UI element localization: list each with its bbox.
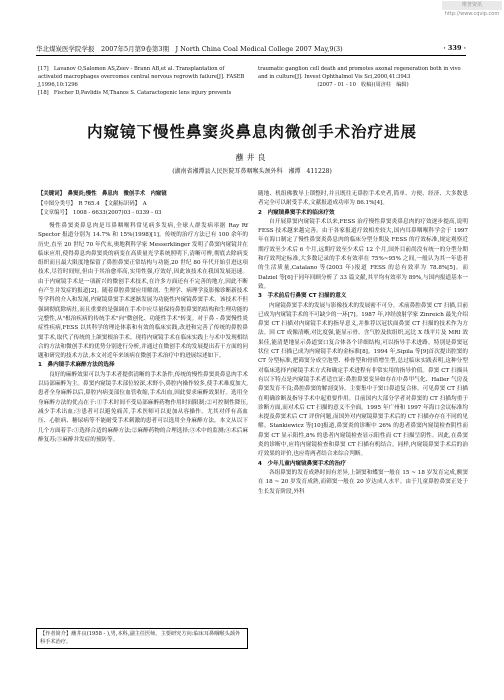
references-left (38, 66, 248, 99)
reference-item: [18] Fischer D,Pavlidis M,Thanos S. Cataractogenic lens injury prevents (38, 90, 232, 97)
received-note: (2007 - 01 - 10 收稿)(周济柱 编辑) (317, 81, 409, 88)
paragraph: 慢性鼻窦炎鼻息肉是耳鼻咽喉科常见病多发病,全球人群发病率据 Ray Rf Spector 报道分别为 14.7% 和 15%(1998)[1]。传统的治疗方法已有 100 余年的历史,直至 20 世纪 70 年代末,奥地利科学家 Messerklinger 发明了鼻窦内窥镜并在临床应用,使得鼻息肉鼻窦炎的病变在高质量光学系统照明下,清晰可辨,彻底去除病变组织而且最大限度地保留了鼻腔鼻窦正常结构与功能,20 世纪 80 年代开始引进这项技术,尽管时间短,但由于其治愈率高,实用性强,疗效好,因此该技术在我国发展迅速。由于内窥镜手术是一项新兴的微创手术技术,在许多方面还有不完善的地方,因此不断有产生并发症的报道[2]。随着鼻腔鼻窦应用解剖、生理学、病理学及影像诊断新技术等学科的介入和发展,内窥镜鼻窦手术逐渐发展为功能性内窥镜鼻窦手术。该技术不但强调彻底除病灶,而且重要的是强调在手术中应尽量保持鼻腔鼻窦的结构和生理功能的完整性,从"根治疾病的传统手术"向"微创化、功能性手术"转变。对于鼻 - 鼻窦慢性炎症性疾病,FESS 以其科学的理论体系和有效的临床实践,改进和完善了传统的鼻腔鼻窦手术,取代了传统的上颌窦根治手术。现将内窥镜手术在临床实践上与术中发现相结合的方法和微创手术的优势分别进行分析,并通过在微创手术的发展提出若干方面的问题和研究的技术方法,本文对近年来该病在微创手术治疗中的进展综述如下。 (38, 223, 248, 360)
paragraph: 良好的麻醉效果可以为手术者提供清晰的手术条件,传统的慢性鼻窦炎鼻息肉手术以局部麻醉为主。鼻窦内窥镜手术部位较深,术野小,鼻腔内操作较多,使手术难度加大,患者全身麻醉以后,鼻腔内病变部位血管收缩,手术出血,因此要求麻醉效果好。选用全身麻醉方法的优点在于:①手术时间不受局部麻醉药物作用时间限制;②可控制性降压,减少手术出血;③患者可以避免痛苦,手术医师可以更加从容操作。尤其对伴有高血压、心脏病、糖尿病等不能耐受手术刺激的患者可以选用全身麻醉方法。本文从以下几个方面着手:①选择合适的麻醉方法;②麻醉药物的合理选择;③术中的监测;④术后麻醉复苏;⑤麻醉并发症的预防等。 (38, 371, 248, 443)
keywords: 【关键词】 鼻窦炎;慢性 鼻息肉 微创手术 内窥镜 (38, 191, 167, 197)
left-column (38, 222, 248, 445)
section-heading: 1 鼻内镜手术麻醉方法的选择 (38, 362, 115, 369)
section-heading: 4 少年儿童内窥镜鼻窦手术的治疗 (258, 460, 346, 467)
journal-citation: 华北煤炭医学院学报 2007年5月第9卷第3期 J North China Coal Medical College 2007 May,9(3) (36, 45, 343, 53)
reference-item: [17] Lavanov O,Salomon AS,Zeev - Brann AB,et al. Transplantation of activated macrophages overcomes central nervous regrowth failure[J]. FASEB J,1996,10:1296 (38, 66, 245, 88)
article-meta (38, 190, 248, 219)
author-footnote: 【作者简介】蘸井良(1958 - ),男,本科,副主任医师。主要研究方向:临床耳鼻咽喉头颈外科手术治疗。 (36, 628, 248, 649)
paragraph: 自开展鼻窦内窥镜手术以来,FESS 治疗慢性鼻窦炎鼻息肉的疗效逐步提高,说明 FESS 技术越来越完善。由于各家报道疗效相差较大,国内耳鼻咽喉科学会于 1997 年在海口制定了慢性鼻窦炎鼻息肉的临床分型分期及 FESS 的疗效标准,规定观察近期疗效至少术后 6 个月,远期疗效至少术后 12 个月,国外目前尚没有统一的分型分期和疗效判定标准,大多数记录的手术有效率在 75%~95% 之间,一般认为其一年患者的生活质量,Catalano 等(2003 年)报道 FESS 的总有效率为 78.8%[5]。而 Dalziel 等[6]于同年回顾分析了 33 篇文献,其平均有效率为 89%,与国内报道基本一致。 (258, 218, 468, 290)
article-title: 内窥镜下慢性鼻窦炎鼻息肉微创手术治疗进展 (86, 123, 417, 141)
author-name: 蘸井良 (235, 153, 269, 162)
section-heading: 3 手术前后行鼻窦 CT 扫描的意义 (258, 293, 347, 300)
classification-code: 【中图分类号】 R 765.4 【文献标识码】 A (38, 200, 147, 207)
watermark: 维普资讯 http://www.cqvip.com (442, 1, 502, 10)
paragraph: 各组鼻窦的发育成熟时间有差异,上颌窦和蝶窦一般在 15 ~ 18 岁发育完成,额窦在 18 ~ 20 岁发育成熟,而筛窦一般在 20 岁达成人水平。由于儿童鼻腔鼻窦正处于生长发育阶段,外科 (258, 469, 468, 495)
right-column (258, 190, 468, 497)
reference-item: traumatic ganglion cell death and promotes axonal regeneration both in vivo and in culture[J]. Invest Ophthalmol Vis Sci,2000,41:3943 (258, 66, 461, 80)
references-right (258, 66, 468, 89)
author-affiliation: (湖南省湘潭县人民医院耳鼻咽喉头颈外科 湘潭 411228) (172, 168, 332, 175)
paragraph: 内窥镜鼻窦手术的发展与影像技术的发展密不可分。术前鼻腔鼻窦 CT 扫描,目前已成为内窥镜手术的不可缺少的一环[7]。1987 年,冲经放射学家 Zinreich 最先介绍鼻窦 CT 扫描对内窥镜手术的指导意义,并推荐以冠状面鼻窦 CT 扫描的技术作为方法。因 CT 成像清晰,对比度强,能显示骨、含气腔及软组织,远比 X 线平片及 MRI 效果佳,能清楚地显示鼻道窦口复合体各个详细结构,可以指导手术进路。特别是鼻窦冠状位 CT 扫描已成为内窥镜手术的金标准[8]。1994 年,Sipila 等[9]首次提出腔窦的 CT 分型标准,把筛窦分成空泡型、棒骨型和骨质增生型,总过临床实践表明,这种分型对临床选择内窥镜手术方式和确定手术进程有非常实用的指导价值。鼻窦 CT 扫描具有以下特点是内窥镜手术者适宜证:鼻腔鼻窦变异如存在中鼻甲气化、Haller 气房及鼻窦发育不良;鼻腔鼻窦的解剖变异。主要集中于窦口鼻道复合体。可见鼻窦 CT 扫描在明确诊断及指导手术中起重要作用。目前国内大部分学者对鼻窦的 CT 扫描均重于诊断方面,而对术后 CT 扫描的意义不全面。1995 年广州和 1997 年海口会议标准均未提及鼻窦术后 CT 评价问题,而国外对内窥镜鼻窦手术后的 CT 扫描亦存在不同的见解。Stankiewicz 等[10]报道,鼻窦炎的诊断中 26% 的患者鼻窦内窥镜检查阴性而鼻窦 CT 显示阳性,8% 的患者内窥镜检查显示阳性而 CT 扫描呈阴性。因此,在鼻窦炎的诊断中,应将内窥镜检查和鼻窦 CT 扫描有机结合。同样,内窥镜鼻窦手术后的治疗效果的评价,也应将两者结合来综合判断。 (258, 302, 468, 458)
page-number: · 339 · (443, 44, 466, 52)
article-number: 【文章编号】 1008 - 6633(2007)03 - 0339 - 03 (38, 210, 162, 216)
journal-header (36, 44, 466, 56)
section-heading: 2 内窥镜鼻窦手术的临床疗效 (258, 209, 335, 216)
paragraph: 随地、机组佛教导上锁整时,并且既往无鼻腔手术史者,简单、方便、经济、大多数患者完全可以耐受手术,文献报道成功率为 86.1%[4]。 (258, 191, 468, 207)
